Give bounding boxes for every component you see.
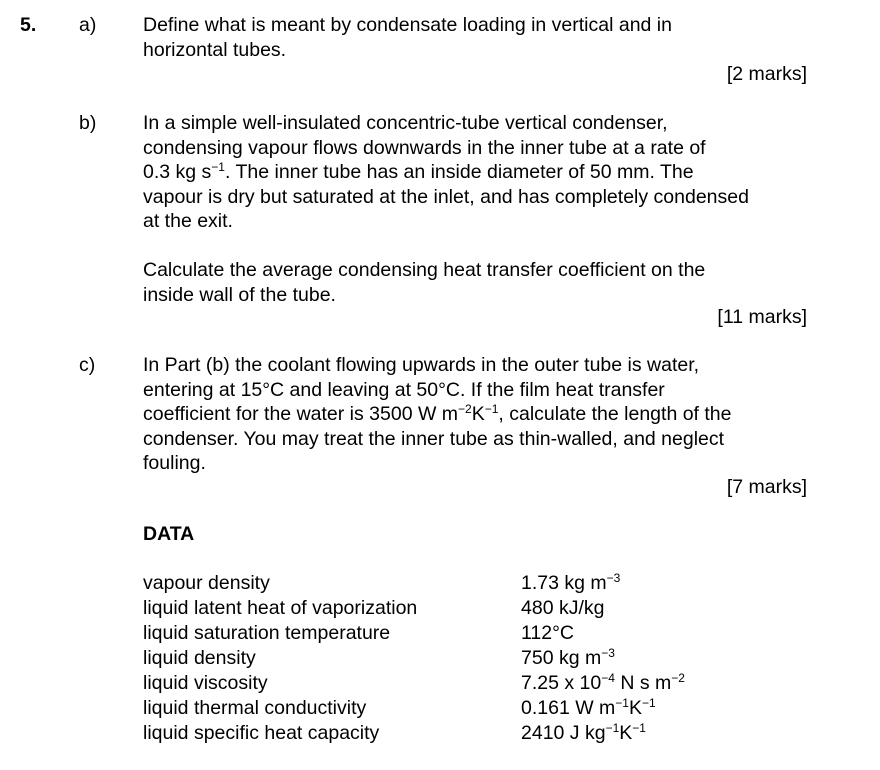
- value-part: K: [628, 697, 642, 719]
- part-c-line-3: [143, 402, 833, 427]
- value-part: K: [619, 722, 633, 744]
- value-exponent: −4: [601, 671, 615, 685]
- value-part: 2410 J kg: [521, 722, 606, 744]
- data-row-value: [521, 621, 574, 646]
- part-b-line-1: In a simple well-insulated concentric-tube vertical condenser,: [143, 112, 668, 134]
- part-b-line-3: [143, 160, 833, 185]
- data-row-name: liquid viscosity: [143, 672, 268, 694]
- value-exponent: −1: [605, 721, 620, 735]
- value-exponent: −3: [606, 571, 621, 585]
- part-c-line-1: In Part (b) the coolant flowing upwards in the outer tube is water,: [143, 354, 700, 376]
- flow-rate-exponent: −1: [211, 160, 225, 174]
- data-row-name: liquid latent heat of vaporization: [143, 597, 418, 619]
- part-b-line-2: condensing vapour flows downwards in the inner tube at a rate of: [143, 136, 706, 159]
- part-b-instruction-line-1: Calculate the average condensing heat transfer coefficient on the: [143, 259, 706, 281]
- data-row-value: [521, 696, 656, 721]
- part-c-line-5: fouling.: [143, 452, 206, 474]
- htc-exp-2: −1: [484, 402, 499, 416]
- flow-rate: 0.3 kg s: [143, 161, 212, 183]
- value-part: 1.73 kg m: [521, 572, 607, 594]
- part-b-instruction: [143, 258, 833, 307]
- part-c-line-3-rest: , calculate the length of the: [498, 403, 732, 425]
- part-c-label: c): [79, 354, 96, 376]
- part-b-line-5: at the exit.: [143, 210, 233, 232]
- value-part: 480 kJ/kg: [521, 597, 605, 619]
- htc-unit-k: K: [471, 403, 485, 425]
- part-b-instruction-line-2: inside wall of the tube.: [143, 283, 336, 306]
- data-row-value: [521, 596, 604, 621]
- data-row-value: [521, 571, 620, 596]
- value-exponent: −2: [671, 671, 685, 685]
- data-row-name: liquid density: [143, 647, 256, 669]
- data-row-name: vapour density: [143, 572, 270, 594]
- value-exponent: −1: [632, 721, 646, 735]
- data-row-value: [521, 671, 685, 696]
- value-exponent: −1: [615, 696, 629, 710]
- value-part: 0.161 W m: [521, 697, 616, 719]
- part-a-label: a): [79, 14, 97, 36]
- part-a-text: [143, 13, 833, 62]
- part-b-text: [143, 111, 833, 234]
- part-c-marks: [7 marks]: [726, 476, 807, 498]
- data-row-name: liquid specific heat capacity: [143, 722, 380, 744]
- part-b-marks: [11 marks]: [717, 306, 807, 328]
- value-part: 750 kg m: [521, 647, 602, 669]
- part-b-line-3-rest: . The inner tube has an inside diameter of 50 mm. The: [224, 161, 694, 183]
- htc-exp-1: −2: [458, 402, 472, 416]
- data-row-name: liquid thermal conductivity: [143, 697, 367, 719]
- part-b-line-4: vapour is dry but saturated at the inlet, and has completely condensed: [143, 185, 749, 208]
- value-exponent: −3: [601, 646, 615, 660]
- part-a-line-1: Define what is meant by condensate loading in vertical and in: [143, 14, 672, 36]
- value-part: 7.25 x 10: [521, 672, 602, 694]
- value-part: N s m: [614, 672, 672, 694]
- part-c-text: [143, 353, 833, 476]
- htc-value: coefficient for the water is 3500 W m: [143, 403, 459, 425]
- data-row-name: liquid saturation temperature: [143, 622, 391, 644]
- part-c-line-2: entering at 15°C and leaving at 50°C. If the film heat transfer: [143, 378, 665, 401]
- part-a-line-2: horizontal tubes.: [143, 38, 287, 61]
- data-row-value: [521, 646, 615, 671]
- data-row-value: [521, 721, 646, 746]
- data-title: DATA: [143, 523, 195, 545]
- part-c-line-4: condenser. You may treat the inner tube as thin-walled, and neglect: [143, 427, 725, 450]
- part-a-marks: [2 marks]: [726, 63, 807, 85]
- value-exponent: −1: [642, 696, 656, 710]
- part-b-label: b): [79, 112, 97, 134]
- value-part: 112°C: [521, 622, 574, 644]
- question-number: 5.: [20, 14, 37, 36]
